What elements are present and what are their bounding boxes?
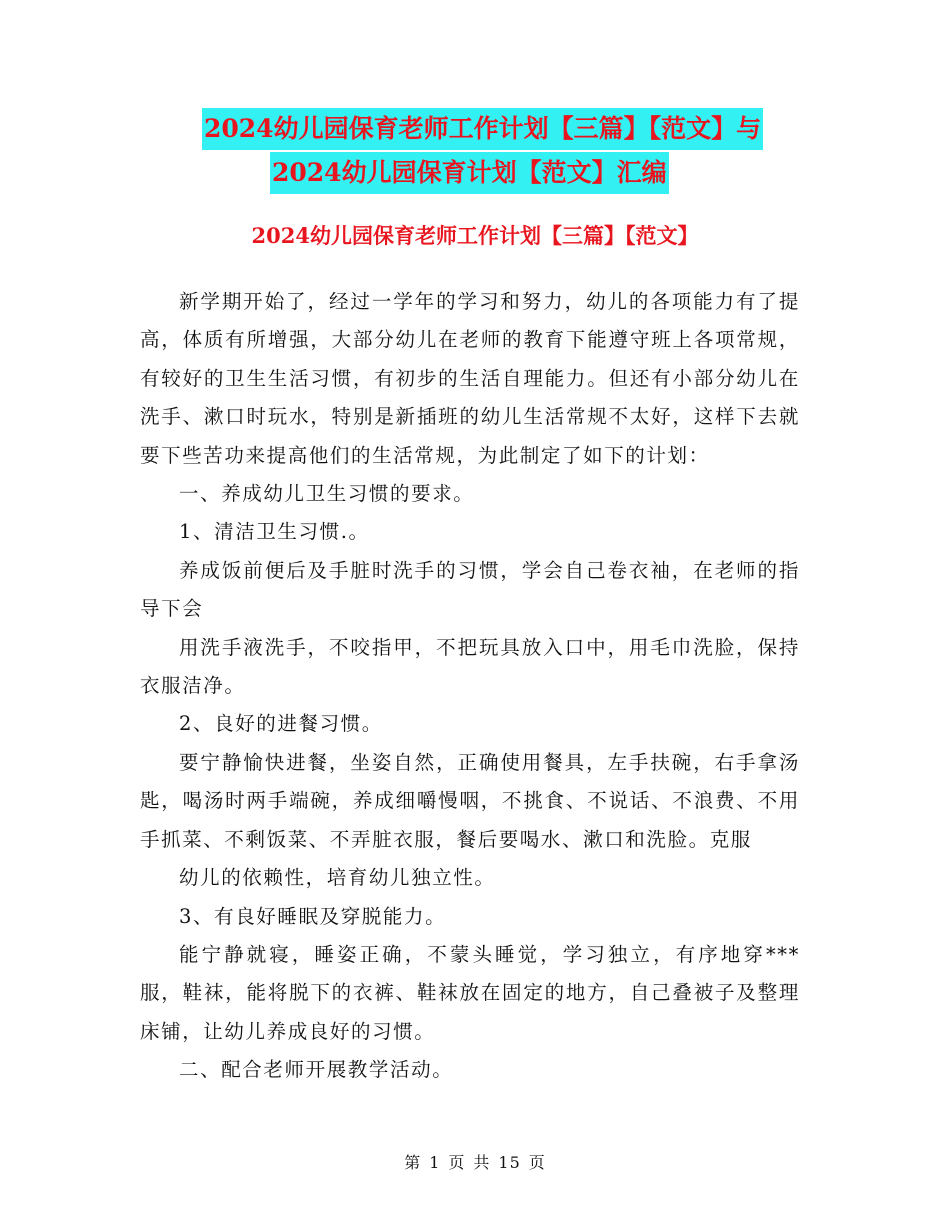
paragraph-item-1-text-b: 用洗手液洗手，不咬指甲，不把玩具放入口中，用毛巾洗脸，保持衣服洁净。 bbox=[140, 635, 800, 698]
paragraph-item-2-text-a: 要宁静愉快进餐，坐姿自然，正确使用餐具，左手扶碗，右手拿汤匙，喝汤时两手端碗，养成细嚼慢咽，不挑食、不说话、不浪费、不用手抓菜、不剩饭菜、不弄脏衣服，餐后要喝水、漱口和洗脸。克服 bbox=[140, 750, 800, 851]
paragraph-item-3-heading: 3、有良好睡眠及穿脱能力。 bbox=[179, 904, 447, 928]
paragraph-item-1-text-a: 养成饭前便后及手脏时洗手的习惯，学会自己卷衣袖，在老师的指导下会 bbox=[140, 558, 800, 621]
paragraph-item-2-text-b: 幼儿的依赖性，培育幼儿独立性。 bbox=[179, 866, 496, 890]
paragraph-section-1-heading: 一、养成幼儿卫生习惯的要求。 bbox=[179, 482, 475, 506]
paragraph-section-2-heading: 二、配合老师开展教学活动。 bbox=[179, 1058, 454, 1082]
paragraph-item-3-text: 能宁静就寝，睡姿正确，不蒙头睡觉，学习独立，有序地穿***服，鞋袜，能将脱下的衣裤、鞋袜放在固定的地方，自己叠被子及整理床铺，让幼儿养成良好的习惯。 bbox=[140, 942, 800, 1043]
footer-total-pages: 15 bbox=[498, 1153, 521, 1172]
footer-page-prefix: 第 bbox=[404, 1153, 422, 1172]
page-footer bbox=[0, 1150, 950, 1173]
footer-total-prefix: 共 bbox=[473, 1153, 491, 1172]
footer-page-number: 1 bbox=[429, 1153, 441, 1172]
document-title-line-2: 2024幼儿园保育计划【范文】汇编 bbox=[270, 152, 669, 194]
footer-page-mid: 页 bbox=[448, 1153, 466, 1172]
document-title-line-1: 2024幼儿园保育老师工作计划【三篇】【范文】与 bbox=[202, 108, 763, 150]
document-body bbox=[140, 283, 800, 1090]
paragraph-item-1-heading: 1、清洁卫生习惯.。 bbox=[179, 520, 370, 544]
paragraph-item-2-heading: 2、良好的进餐习惯。 bbox=[179, 712, 383, 736]
paragraph-intro: 新学期开始了，经过一学年的学习和努力，幼儿的各项能力有了提高，体质有所增强，大部分幼儿在老师的教育下能遵守班上各项常规，有较好的卫生生活习惯，有初步的生活自理能力。但还有小部分幼儿在洗手、漱口时玩水，特别是新插班的幼儿生活常规不太好，这样下去就要下些苦功来提高他们的生活常规，为此制定了如下的计划： bbox=[140, 290, 800, 467]
section-heading: 2024幼儿园保育老师工作计划【三篇】【范文】 bbox=[251, 223, 699, 248]
footer-total-suffix: 页 bbox=[528, 1153, 546, 1172]
